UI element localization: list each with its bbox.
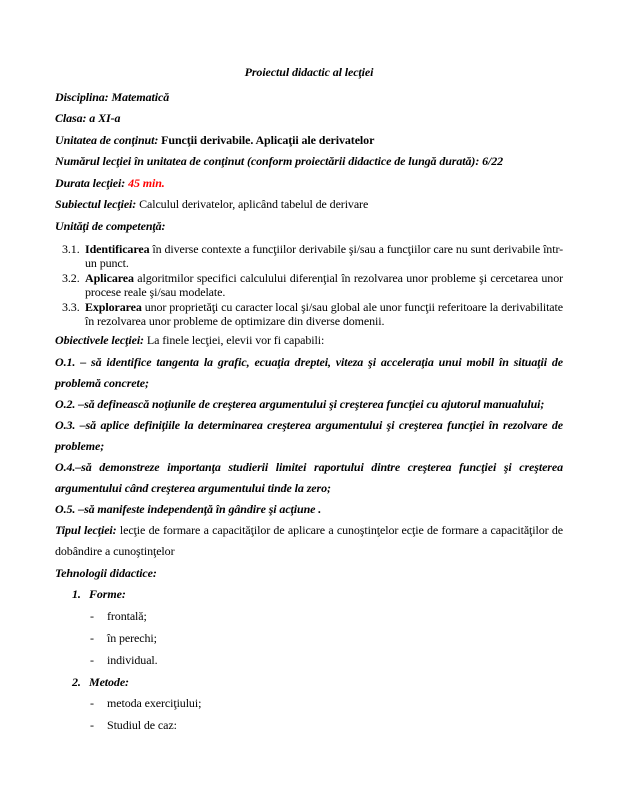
list-dash-marker: - [90, 696, 94, 711]
competence-text: în diverse contexte a funcţiilor derivabile şi/sau a funcţiilor care nu sunt derivabile într-un punct. [85, 242, 563, 271]
list-dash-marker: - [90, 718, 94, 733]
tech-item-text: în perechi; [107, 631, 157, 646]
competence-keyword: Explorarea [85, 299, 142, 314]
competence-number: 3.3. [62, 299, 80, 314]
competence-number: 3.2. [62, 270, 80, 285]
meta-durata-value: 45 min. [128, 175, 165, 190]
tech-group-number: 2. [72, 674, 81, 689]
competente-heading: Unităţi de competenţă: [55, 218, 166, 233]
competence-keyword: Identificarea [85, 242, 150, 256]
objective-o5: O.5. –să manifeste independenţă în gândire şi acţiune . [55, 501, 322, 516]
meta-durata-label: Durata lecţiei: [55, 175, 126, 190]
objective-o1: O.1. – să identifice tangenta la grafic, ecuaţia dreptei, viteza şi acceleraţia unui mobil în situaţii de problemă concrete; [55, 354, 563, 390]
objective-o4: O.4.–să demonstreze importanţa studierii limitei raportului dintre creşterea funcţiei şi creşterea argumentului când creşterea argumentului tinde la zero; [55, 459, 563, 495]
tech-group-forme [55, 584, 563, 606]
meta-clasa: Clasa: a XI-a [55, 111, 121, 125]
tech-item-text: individual. [107, 652, 158, 667]
objective-o2: O.2. –să definească noţiunile de creşterea argumentului şi creşterea funcţiei cu ajutorul manualului; [55, 396, 545, 411]
tech-item-studiul-de-caz [55, 715, 563, 737]
tech-item-text: Studiul de caz: [107, 718, 177, 733]
tech-item-text: frontală; [107, 609, 147, 624]
tech-group-metode [55, 672, 563, 694]
tech-group-number: 1. [72, 587, 81, 602]
tehnologii-heading: Tehnologii didactice: [55, 565, 157, 580]
list-dash-marker: - [90, 631, 94, 646]
competence-keyword: Aplicarea [85, 270, 134, 285]
competence-text: unor proprietăţi cu caracter local şi/sau global ale unor funcţii referitoare la derivabilitate în rezolvarea unor probleme de optimizare din diverse domenii. [85, 299, 563, 329]
tech-item-individual [55, 650, 563, 672]
list-dash-marker: - [90, 609, 94, 624]
meta-unitatea-label: Unitatea de conţinut: [55, 132, 159, 147]
tipul-lectiei-label: Tipul lecţiei: [55, 522, 117, 537]
competence-number: 3.1. [62, 242, 80, 256]
obiective-heading-text: La finele lecţiei, elevii vor fi capabili: [146, 333, 325, 348]
list-dash-marker: - [90, 652, 94, 667]
tech-group-label: Metode: [89, 674, 129, 689]
meta-disciplina: Disciplina: Matematică [55, 89, 170, 104]
tech-item-text: metoda exerciţiului; [107, 696, 202, 711]
tehnologii-list [55, 584, 563, 737]
page-title: Proiectul didactic al lecţiei [244, 65, 374, 79]
objective-o3: O.3. –să aplice definiţiile la determinarea creşterea argumentului şi creşterea funcţiei în rezolvare de probleme; [55, 417, 563, 453]
meta-subiectul-label: Subiectul lecţiei: [55, 197, 137, 211]
meta-durata [55, 173, 563, 195]
tech-item-metoda-exercitiului [55, 693, 563, 715]
tipul-lectiei [55, 520, 563, 563]
competence-text: algoritmilor specifici calculului diferenţial în rezolvarea unor probleme şi cercetarea unor procese reale şi/sau modelate. [85, 270, 563, 300]
tipul-lectiei-text: lecţie de formare a capacităţilor de aplicare a cunoştinţelor ecţie de formare a capacităţilor de dobândire a cunoştinţelor [55, 522, 563, 559]
meta-unitatea-value: Funcţii derivabile. Aplicaţii ale derivatelor [161, 132, 375, 147]
competence-item-3-1 [55, 242, 563, 271]
meta-subiectul [55, 194, 563, 216]
meta-numarul: Numărul lecţiei în unitatea de conţinut (conform proiectării didactice de lungă durată): 6/22 [55, 154, 504, 168]
tech-group-label: Forme: [89, 587, 126, 602]
obiective-heading [55, 330, 563, 352]
competente-list [55, 242, 563, 328]
tech-item-in-perechi [55, 628, 563, 650]
competence-item-3-3 [55, 300, 563, 329]
tech-item-frontala [55, 606, 563, 628]
meta-unitatea [55, 130, 563, 152]
competence-item-3-2 [55, 271, 563, 300]
meta-subiectul-value: Calculul derivatelor, aplicând tabelul de derivare [139, 197, 369, 211]
obiective-heading-label: Obiectivele lecţiei: [55, 333, 144, 348]
